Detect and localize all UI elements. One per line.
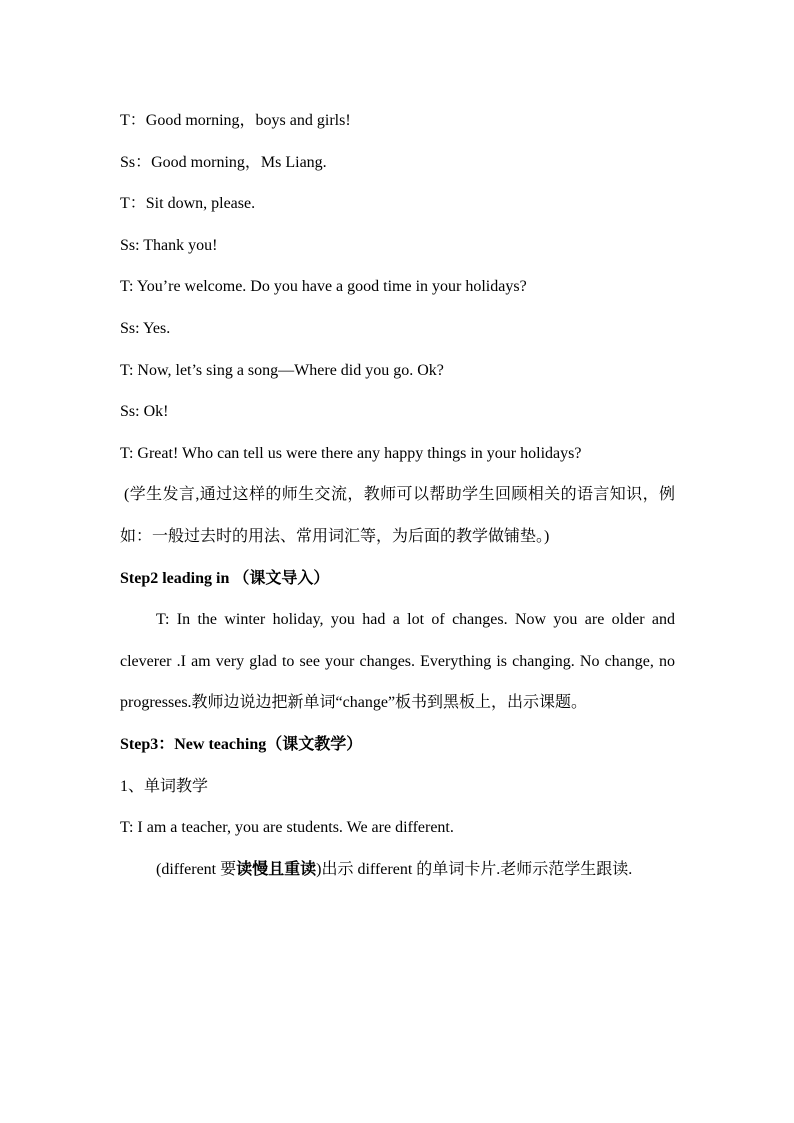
instruction-bold: 读慢且重读 <box>236 860 317 878</box>
dialogue-line-7: T: Now, let’s sing a song—Where did you go. Ok? <box>120 361 444 379</box>
step2-heading: Step2 leading in （课文导入） <box>120 569 330 587</box>
dialogue-line-4: Ss: Thank you! <box>120 236 218 254</box>
dialogue-line-9: T: Great! Who can tell us were there any happy things in your holidays? <box>120 444 582 462</box>
dialogue-line-8: Ss: Ok! <box>120 403 169 421</box>
dialogue-line-5: T: You’re welcome. Do you have a good time in your holidays? <box>120 278 527 296</box>
document-page <box>120 100 675 890</box>
step3-instruction-paragraph <box>120 849 675 891</box>
dialogue-line-6: Ss: Yes. <box>120 319 171 337</box>
dialogue-line-1: T：Good morning，boys and girls! <box>120 112 351 129</box>
instruction-suffix: )出示 different 的单词卡片.老师示范学生跟读. <box>316 860 633 878</box>
dialogue-line-2: Ss：Good morning，Ms Liang. <box>120 153 327 171</box>
note-paragraph: (学生发言,通过这样的师生交流，教师可以帮助学生回顾相关的语言知识，例如：一般过去时的用法、常用词汇等，为后面的教学做铺垫。) <box>120 486 675 545</box>
step3-heading: Step3：New teaching（课文教学） <box>120 735 363 753</box>
instruction-prefix: (different 要 <box>156 860 237 878</box>
step2-paragraph: T: In the winter holiday, you had a lot of changes. Now you are older and cleverer .I am very glad to see your changes. Everything is changing. No change, no progresses.教师边说边把新单词“change”板书到黑板上，出示课题。 <box>120 611 675 712</box>
step3-sub-heading: 1、单词教学 <box>120 777 209 795</box>
step3-teacher-line: T: I am a teacher, you are students. We are different. <box>120 819 454 837</box>
dialogue-line-3: T：Sit down, please. <box>120 195 256 213</box>
